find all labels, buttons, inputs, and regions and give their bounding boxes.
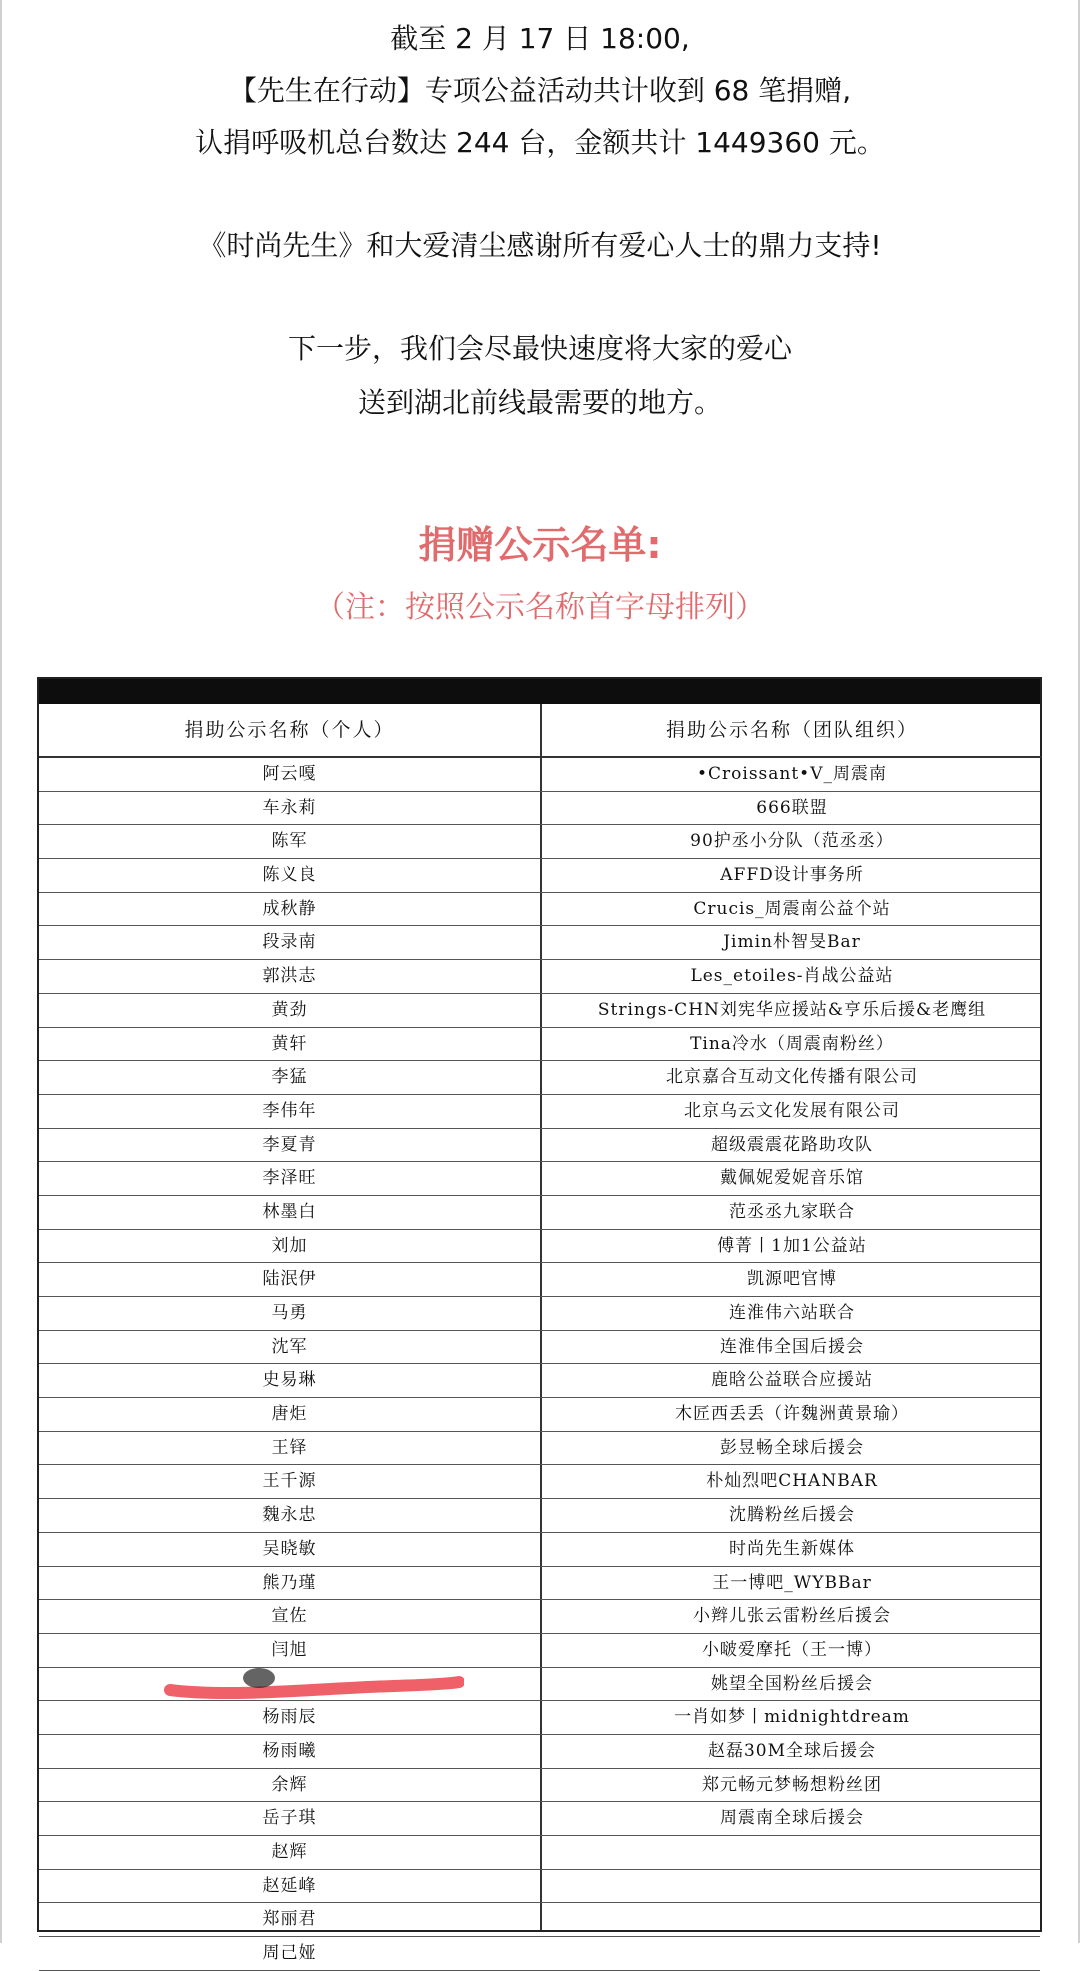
group-name-cell: 郑元畅元梦畅想粉丝团 (702, 1774, 882, 1795)
table-row (39, 1600, 1040, 1634)
table-row (39, 1903, 1040, 1937)
donor-table (37, 677, 1042, 1964)
group-name-cell: 超级震震花路助攻队 (711, 1134, 873, 1155)
table-row (39, 926, 1040, 960)
group-name-cell: 连淮伟六站联合 (729, 1303, 855, 1323)
group-name-cell: 周震南全球后援会 (720, 1808, 864, 1829)
table-row (39, 1836, 1040, 1870)
table-row (39, 1802, 1040, 1836)
individual-name-cell: 郑丽君 (262, 1909, 317, 1930)
table-row (39, 1701, 1040, 1735)
table-row (39, 1095, 1040, 1129)
individual-name-cell: 段录南 (262, 932, 317, 953)
individual-name-cell: 魏永忠 (262, 1505, 317, 1526)
individual-name-cell: 杨雨辰 (262, 1707, 317, 1728)
individual-name-cell: 刘加 (271, 1235, 308, 1256)
intro-line-destination: 送到湖北前线最需要的地方。 (357, 386, 722, 419)
group-name-cell: 木匠西丢丢（许魏洲黄景瑜） (675, 1404, 909, 1425)
table-row (39, 1432, 1040, 1466)
header-group: 捐助公示名称（团队组织） (542, 704, 1042, 758)
group-name-cell (542, 1903, 1042, 1936)
group-name-cell: 时尚先生新媒体 (729, 1538, 855, 1559)
group-name-cell: 王一博吧_WYBBar (712, 1572, 872, 1593)
table-row (39, 1634, 1040, 1668)
individual-name-cell: 熊乃瑾 (262, 1572, 317, 1593)
group-name-cell: 666联盟 (756, 797, 828, 818)
individual-name-cell: 宣佐 (271, 1606, 308, 1627)
group-name-cell: 傅菁丨1加1公益站 (717, 1235, 867, 1256)
group-name-cell: 姚望全国粉丝后援会 (711, 1673, 873, 1694)
group-name-cell: •Croissant•V_周震南 (696, 764, 887, 784)
group-name-cell (542, 1937, 1042, 1970)
individual-name-cell: 阿云嘎 (262, 764, 317, 784)
group-name-cell: 小啵爱摩托（王一博） (702, 1639, 882, 1660)
individual-name-cell: 赵辉 (271, 1842, 308, 1862)
individual-name-cell: 林墨白 (262, 1201, 317, 1222)
group-name-cell: 90护丞小分队（范丞丞） (690, 831, 894, 852)
individual-name-cell: 闫旭 (271, 1639, 308, 1660)
table-row (39, 1735, 1040, 1769)
individual-name-cell: 周己娅 (262, 1943, 317, 1964)
individual-name-cell: 郭洪志 (262, 966, 317, 987)
individual-name-cell: 陆泯伊 (262, 1269, 317, 1290)
table-row (39, 1364, 1040, 1398)
individual-name-cell: 岳子琪 (262, 1808, 317, 1829)
group-name-cell: 戴佩妮爱妮音乐馆 (720, 1168, 864, 1189)
table-row (39, 893, 1040, 927)
group-name-cell: Crucis_周震南公益个站 (693, 898, 891, 919)
individual-name-cell: 史易琳 (262, 1370, 317, 1391)
group-name-cell: Jimin朴智旻Bar (723, 932, 861, 953)
table-row (39, 1230, 1040, 1264)
intro-line-date: 截至 2 月 17 日 18:00, (390, 22, 690, 55)
individual-name-cell: 王千源 (262, 1471, 317, 1492)
table-row (39, 1567, 1040, 1601)
group-name-cell: 北京嘉合互动文化传播有限公司 (666, 1067, 918, 1088)
group-name-cell: 连淮伟全国后援会 (720, 1336, 864, 1357)
table-row (39, 1398, 1040, 1432)
table-row (39, 758, 1040, 792)
group-name-cell: Les_etoiles-肖战公益站 (690, 966, 894, 987)
table-row (39, 1465, 1040, 1499)
table-row (39, 1331, 1040, 1365)
table-row (39, 1769, 1040, 1803)
group-name-cell: AFFD设计事务所 (720, 865, 864, 886)
group-name-cell: 小辫儿张云雷粉丝后援会 (693, 1606, 891, 1627)
group-name-cell: 沈腾粉丝后援会 (729, 1505, 855, 1526)
table-row (39, 1028, 1040, 1062)
group-name-cell: 朴灿烈吧CHANBAR (706, 1471, 878, 1492)
individual-name-cell: 李泽旺 (262, 1168, 317, 1189)
table-row (39, 1129, 1040, 1163)
group-name-cell: 鹿晗公益联合应援站 (711, 1370, 873, 1391)
table-header-bar (39, 679, 1040, 704)
intro-line-thanks: 《时尚先生》和大爱清尘感谢所有爱心人士的鼎力支持! (198, 229, 882, 262)
individual-name-cell: 车永莉 (262, 797, 317, 818)
table-row (39, 1297, 1040, 1331)
donor-list-note: （注：按照公示名称首字母排列） (315, 590, 765, 625)
group-name-cell: 凯源吧官博 (747, 1269, 837, 1290)
table-row (39, 960, 1040, 994)
individual-name-cell: 吴晓敏 (262, 1538, 317, 1559)
intro-line-next-step: 下一步，我们会尽最快速度将大家的爱心 (287, 332, 792, 365)
intro-line-total: 认捐呼吸机总台数达 244 台，金额共计 1449360 元。 (195, 126, 885, 159)
individual-name-cell: 杨雨曦 (262, 1740, 317, 1761)
table-row (39, 1668, 1040, 1702)
individual-name-cell: 马勇 (271, 1303, 308, 1323)
group-name-cell (542, 1870, 1042, 1903)
individual-name-cell: 王铎 (271, 1437, 308, 1458)
header-individual: 捐助公示名称（个人） (39, 704, 540, 758)
individual-name-cell: 黄轩 (271, 1033, 308, 1054)
group-name-cell (542, 1836, 1042, 1869)
group-name-cell: 彭昱畅全球后援会 (720, 1437, 864, 1458)
table-row (39, 1937, 1040, 1971)
individual-name-cell: 成秋静 (262, 898, 317, 919)
intro-line-donations: 【先生在行动】专项公益活动共计收到 68 笔捐赠, (228, 74, 852, 107)
table-row (39, 1196, 1040, 1230)
individual-name-cell: 李夏青 (262, 1134, 317, 1155)
table-row (39, 1061, 1040, 1095)
table-row (39, 1499, 1040, 1533)
table-row (39, 859, 1040, 893)
individual-name-cell: 陈军 (271, 831, 308, 852)
table-row (39, 1162, 1040, 1196)
table-row (39, 1870, 1040, 1904)
individual-name-cell: 陈义良 (262, 865, 317, 886)
individual-name-cell: 赵延峰 (262, 1875, 317, 1896)
group-name-cell: 赵磊30M全球后援会 (707, 1740, 877, 1761)
individual-name-cell: 余辉 (271, 1774, 308, 1795)
individual-name-cell: 沈军 (271, 1336, 308, 1357)
group-name-cell: Tina冷水（周震南粉丝） (690, 1033, 894, 1054)
group-name-cell: 北京乌云文化发展有限公司 (684, 1100, 900, 1121)
individual-name-cell: 李猛 (271, 1067, 308, 1088)
table-body (39, 758, 1040, 1971)
table-row (39, 1263, 1040, 1297)
individual-name-cell: 唐炬 (271, 1404, 308, 1425)
group-name-cell: 范丞丞九家联合 (729, 1201, 855, 1222)
table-row (39, 792, 1040, 826)
table-row (39, 1533, 1040, 1567)
group-name-cell: Strings-CHN刘宪华应援站&亨乐后援&老鹰组 (597, 999, 987, 1020)
table-row (39, 825, 1040, 859)
individual-name-cell: 黄劲 (271, 999, 308, 1020)
individual-name-cell: 李伟年 (262, 1100, 317, 1121)
redaction-mark (164, 1664, 464, 1704)
table-row (39, 994, 1040, 1028)
group-name-cell: 一肖如梦丨midnightdream (674, 1707, 910, 1728)
donor-list-title: 捐赠公示名单: (418, 523, 662, 567)
